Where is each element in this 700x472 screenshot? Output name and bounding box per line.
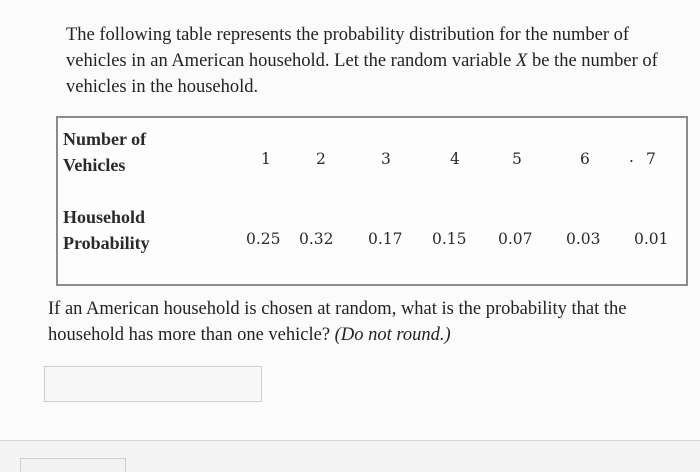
row-label-probability-line1: Household <box>63 207 146 227</box>
problem-statement <box>66 22 676 100</box>
vehicles-cell: 2 <box>316 150 326 168</box>
question-prompt <box>48 296 678 348</box>
problem-text-start: The following table represents the probability distribution for the number of vehicles in an American household. Let the random variable <box>66 25 630 71</box>
probability-cell: 0.15 <box>432 230 467 248</box>
rounding-hint: (Do not round.) <box>334 325 451 345</box>
random-variable: X <box>516 51 528 71</box>
probability-cell: 0.17 <box>368 230 403 248</box>
row-label-vehicles-line2: Vehicles <box>63 155 126 175</box>
problem-text-end: be the number of vehicles in the household. <box>66 51 658 97</box>
row-label-vehicles <box>63 126 146 178</box>
vehicles-cell: 1 <box>261 150 271 168</box>
probability-table <box>56 116 688 286</box>
row-label-probability-line2: Probability <box>63 233 150 253</box>
vehicles-cell: 4 <box>450 150 460 168</box>
probability-cell: 0.25 <box>246 230 281 248</box>
probability-cell: 0.07 <box>498 230 533 248</box>
probability-cell: 0.32 <box>299 230 334 248</box>
question-text: If an American household is chosen at random, what is the probability that the household has more than one vehicle? <box>48 299 627 345</box>
row-label-vehicles-line1: Number of <box>63 129 147 149</box>
vehicles-cell: 7 <box>646 150 656 168</box>
vehicles-cell: 5 <box>512 150 522 168</box>
answer-input[interactable] <box>44 366 262 402</box>
vehicles-cell: 3 <box>381 150 391 168</box>
vehicles-cell: 6 <box>580 150 590 168</box>
row-label-probability <box>63 204 150 256</box>
probability-cell: 0.03 <box>566 230 601 248</box>
footer-button[interactable] <box>20 458 126 472</box>
stray-mark: . <box>629 148 634 166</box>
probability-cell: 0.01 <box>634 230 669 248</box>
